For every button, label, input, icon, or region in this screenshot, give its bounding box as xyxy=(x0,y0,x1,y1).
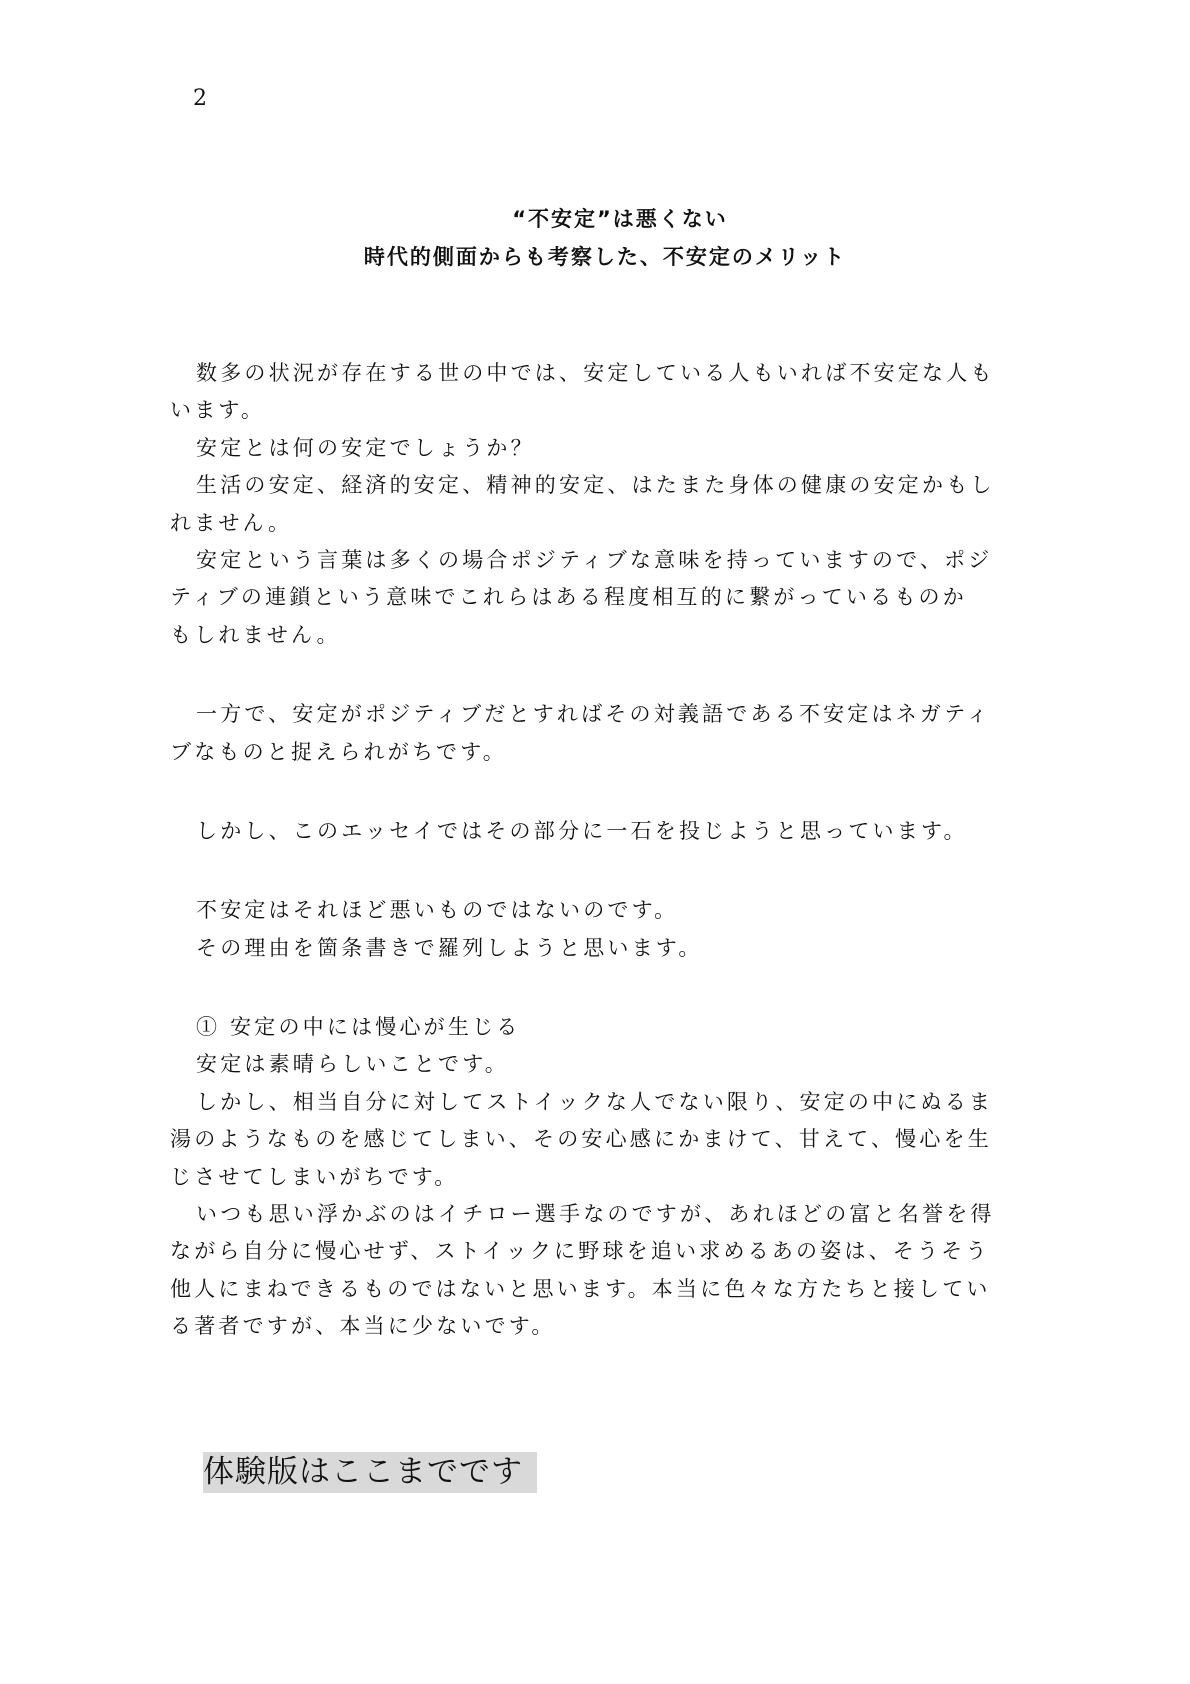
page-number: 2 xyxy=(193,86,207,111)
body-line: 安定という言葉は多くの場合ポジティブな意味を持っていますので、ポジ xyxy=(196,547,993,572)
body-line: その理由を箇条書きで羅列しようと思います。 xyxy=(196,935,703,960)
body-line: 生活の安定、経済的安定、精神的安定、はたまた身体の健康の安定かもし xyxy=(196,473,995,498)
body-line: じさせてしまいがちです。 xyxy=(170,1164,459,1189)
body-line: ながら自分に慢心せず、ストイックに野球を追い求めるあの姿は、そうそう xyxy=(170,1239,990,1264)
body-line: 一方で、安定がポジティブだとすればその対義語である不安定はネガティ xyxy=(196,702,991,727)
body-line: ティブの連鎖という意味でこれらはある程度相互的に繋がっているものか xyxy=(170,585,967,610)
body-line: ブなものと捉えられがちです。 xyxy=(170,739,507,764)
body-line: しかし、このエッセイではその部分に一石を投じようと思っています。 xyxy=(196,818,968,843)
document-title xyxy=(0,200,1190,276)
body-line: 湯のようなものを感じてしまい、その安心感にかまけて、甘えて、慢心を生 xyxy=(170,1127,992,1152)
body-line: 他人にまねできるものではないと思います。本当に色々な方たちと接してい xyxy=(170,1276,991,1301)
trial-version-notice: 体験版はここまでです xyxy=(203,1452,537,1493)
body-line: 安定は素晴らしいことです。 xyxy=(196,1052,509,1077)
body-line: 数多の状況が存在する世の中では、安定している人もいれば不安定な人も xyxy=(196,361,995,385)
body-line: る著者ですが、本当に少ないです。 xyxy=(170,1314,556,1339)
body-line: 不安定はそれほど悪いものではないのです。 xyxy=(196,898,679,923)
blank-line xyxy=(170,850,1020,892)
blank-line xyxy=(170,771,1020,813)
body-line: いつも思い浮かぶのはイチロー選手なのですが、あれほどの富と名誉を得 xyxy=(196,1202,995,1227)
title-main: “不安定”は悪くない xyxy=(512,207,728,231)
title-subtitle: 時代的側面からも考察した、不安定のメリット xyxy=(363,245,847,269)
blank-line xyxy=(170,654,1020,696)
body-line: もしれません。 xyxy=(170,622,341,647)
body-line: います。 xyxy=(170,398,266,423)
body-line: れません。 xyxy=(170,510,293,535)
body-line: 安定とは何の安定でしょうか？ xyxy=(196,435,535,460)
body-line: しかし、相当自分に対してストイックな人でない限り、安定の中にぬるま xyxy=(196,1089,994,1114)
essay-body xyxy=(170,355,1020,1346)
section-heading: ① 安定の中には慢心が生じる xyxy=(196,1015,521,1040)
blank-line xyxy=(170,967,1020,1009)
